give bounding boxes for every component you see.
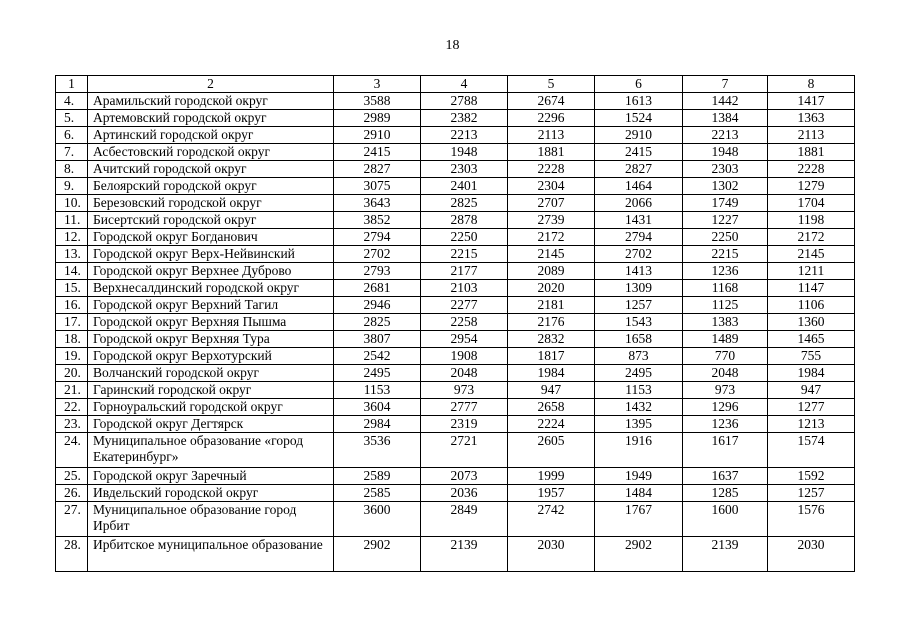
value-cell: 1153 [334,382,421,399]
value-cell: 1236 [683,416,768,433]
value-cell: 2048 [421,365,508,382]
value-cell: 2228 [508,161,595,178]
row-number: 10. [56,195,88,212]
value-cell: 1949 [595,468,683,485]
value-cell: 2401 [421,178,508,195]
header-cell: 5 [508,76,595,93]
row-number: 5. [56,110,88,127]
row-number: 11. [56,212,88,229]
row-number: 23. [56,416,88,433]
row-number: 8. [56,161,88,178]
municipality-name: Городской округ Заречный [88,468,334,485]
value-cell: 2296 [508,110,595,127]
value-cell: 3807 [334,331,421,348]
value-cell: 1431 [595,212,683,229]
value-cell: 2277 [421,297,508,314]
value-cell: 3643 [334,195,421,212]
value-cell: 2902 [334,537,421,572]
value-cell: 1464 [595,178,683,195]
table-row [56,246,855,263]
table-row [56,433,855,468]
value-cell: 2946 [334,297,421,314]
value-cell: 1637 [683,468,768,485]
value-cell: 1417 [768,93,855,110]
value-cell: 1984 [768,365,855,382]
header-cell: 8 [768,76,855,93]
value-cell: 1309 [595,280,683,297]
table-row [56,297,855,314]
value-cell: 2073 [421,468,508,485]
municipality-name: Волчанский городской округ [88,365,334,382]
value-cell: 2145 [508,246,595,263]
value-cell: 2176 [508,314,595,331]
municipality-name: Асбестовский городской округ [88,144,334,161]
row-number: 26. [56,485,88,502]
value-cell: 947 [768,382,855,399]
value-cell: 1465 [768,331,855,348]
table-row [56,416,855,433]
row-number: 9. [56,178,88,195]
header-cell: 1 [56,76,88,93]
value-cell: 1916 [595,433,683,468]
value-cell: 2103 [421,280,508,297]
value-cell: 1957 [508,485,595,502]
value-cell: 2145 [768,246,855,263]
row-number: 19. [56,348,88,365]
value-cell: 2827 [334,161,421,178]
value-cell: 2739 [508,212,595,229]
value-cell: 2910 [334,127,421,144]
value-cell: 1257 [768,485,855,502]
value-cell: 2319 [421,416,508,433]
page-number: 18 [445,38,460,53]
value-cell: 2213 [683,127,768,144]
row-number: 6. [56,127,88,144]
value-cell: 2658 [508,399,595,416]
header-cell: 3 [334,76,421,93]
value-cell: 1153 [595,382,683,399]
header-cell: 4 [421,76,508,93]
value-cell: 1817 [508,348,595,365]
table-row [56,331,855,348]
table-row [56,399,855,416]
value-cell: 2849 [421,502,508,537]
value-cell: 1302 [683,178,768,195]
municipality-name: Ивдельский городской округ [88,485,334,502]
value-cell: 1613 [595,93,683,110]
value-cell: 2794 [334,229,421,246]
value-cell: 1948 [683,144,768,161]
table-row [56,110,855,127]
value-cell: 1704 [768,195,855,212]
municipality-name: Арамильский городской округ [88,93,334,110]
value-cell: 1198 [768,212,855,229]
value-cell: 3604 [334,399,421,416]
value-cell: 2902 [595,537,683,572]
header-row [56,76,855,93]
value-cell: 1617 [683,433,768,468]
value-cell: 2702 [334,246,421,263]
value-cell: 2794 [595,229,683,246]
value-cell: 973 [683,382,768,399]
municipality-name: Муниципальное образование город Ирбит [88,502,334,537]
municipality-name: Ирбитское муниципальное образование [88,537,334,572]
value-cell: 1227 [683,212,768,229]
municipality-name: Артемовский городской округ [88,110,334,127]
value-cell: 2674 [508,93,595,110]
value-cell: 770 [683,348,768,365]
value-cell: 2048 [683,365,768,382]
value-cell: 2878 [421,212,508,229]
municipality-name: Горноуральский городской округ [88,399,334,416]
row-number: 16. [56,297,88,314]
row-number: 12. [56,229,88,246]
value-cell: 2721 [421,433,508,468]
table-row [56,468,855,485]
municipality-name: Городской округ Верх-Нейвинский [88,246,334,263]
table-row [56,263,855,280]
row-number: 21. [56,382,88,399]
municipality-name: Городской округ Верхний Тагил [88,297,334,314]
value-cell: 3600 [334,502,421,537]
municipality-name: Городской округ Верхнее Дуброво [88,263,334,280]
header-cell: 2 [88,76,334,93]
value-cell: 1147 [768,280,855,297]
value-cell: 2172 [508,229,595,246]
value-cell: 2589 [334,468,421,485]
value-cell: 2089 [508,263,595,280]
table-row [56,502,855,537]
value-cell: 2215 [421,246,508,263]
value-cell: 2984 [334,416,421,433]
value-cell: 1106 [768,297,855,314]
row-number: 24. [56,433,88,468]
municipality-name: Городской округ Верхотурский [88,348,334,365]
value-cell: 2213 [421,127,508,144]
table-row [56,365,855,382]
table-row [56,314,855,331]
value-cell: 2258 [421,314,508,331]
municipality-name: Артинский городской округ [88,127,334,144]
row-number: 18. [56,331,88,348]
value-cell: 2832 [508,331,595,348]
row-number: 22. [56,399,88,416]
row-number: 14. [56,263,88,280]
table-row [56,485,855,502]
header-cell: 7 [683,76,768,93]
value-cell: 2139 [421,537,508,572]
value-cell: 2181 [508,297,595,314]
value-cell: 2702 [595,246,683,263]
value-cell: 2250 [683,229,768,246]
row-number: 13. [56,246,88,263]
value-cell: 2036 [421,485,508,502]
value-cell: 2495 [595,365,683,382]
value-cell: 873 [595,348,683,365]
row-number: 20. [56,365,88,382]
value-cell: 1908 [421,348,508,365]
value-cell: 1658 [595,331,683,348]
value-cell: 1211 [768,263,855,280]
value-cell: 2030 [768,537,855,572]
value-cell: 2139 [683,537,768,572]
municipality-name: Городской округ Богданович [88,229,334,246]
value-cell: 2910 [595,127,683,144]
value-cell: 3075 [334,178,421,195]
value-cell: 2382 [421,110,508,127]
value-cell: 1999 [508,468,595,485]
value-cell: 1442 [683,93,768,110]
value-cell: 2825 [421,195,508,212]
value-cell: 2415 [595,144,683,161]
data-table [55,75,855,572]
value-cell: 2250 [421,229,508,246]
value-cell: 1948 [421,144,508,161]
value-cell: 1395 [595,416,683,433]
value-cell: 2215 [683,246,768,263]
value-cell: 1296 [683,399,768,416]
value-cell: 2793 [334,263,421,280]
value-cell: 1432 [595,399,683,416]
value-cell: 2585 [334,485,421,502]
municipality-name: Гаринский городской округ [88,382,334,399]
table-row [56,144,855,161]
value-cell: 2020 [508,280,595,297]
value-cell: 2224 [508,416,595,433]
value-cell: 2605 [508,433,595,468]
row-number: 25. [56,468,88,485]
value-cell: 2495 [334,365,421,382]
value-cell: 1413 [595,263,683,280]
value-cell: 1383 [683,314,768,331]
row-number: 28. [56,537,88,572]
row-number: 27. [56,502,88,537]
table-row [56,93,855,110]
table-row [56,212,855,229]
table-row [56,161,855,178]
value-cell: 2788 [421,93,508,110]
table-row [56,382,855,399]
value-cell: 1749 [683,195,768,212]
value-cell: 2113 [508,127,595,144]
value-cell: 1236 [683,263,768,280]
value-cell: 1576 [768,502,855,537]
value-cell: 3852 [334,212,421,229]
value-cell: 1125 [683,297,768,314]
value-cell: 2030 [508,537,595,572]
row-number: 4. [56,93,88,110]
value-cell: 2542 [334,348,421,365]
municipality-name: Ачитский городской округ [88,161,334,178]
table-row [56,537,855,572]
value-cell: 1484 [595,485,683,502]
value-cell: 3588 [334,93,421,110]
value-cell: 2172 [768,229,855,246]
value-cell: 2954 [421,331,508,348]
value-cell: 1279 [768,178,855,195]
municipality-name: Бисертский городской округ [88,212,334,229]
table-row [56,348,855,365]
table-row [56,178,855,195]
row-number: 15. [56,280,88,297]
value-cell: 2177 [421,263,508,280]
table-row [56,195,855,212]
municipality-name: Верхнесалдинский городской округ [88,280,334,297]
value-cell: 1984 [508,365,595,382]
value-cell: 1543 [595,314,683,331]
value-cell: 2707 [508,195,595,212]
value-cell: 1363 [768,110,855,127]
value-cell: 2304 [508,178,595,195]
value-cell: 973 [421,382,508,399]
value-cell: 1600 [683,502,768,537]
table-row [56,280,855,297]
value-cell: 2066 [595,195,683,212]
value-cell: 1285 [683,485,768,502]
value-cell: 2742 [508,502,595,537]
value-cell: 2681 [334,280,421,297]
value-cell: 1168 [683,280,768,297]
value-cell: 2228 [768,161,855,178]
value-cell: 1524 [595,110,683,127]
value-cell: 2777 [421,399,508,416]
value-cell: 1881 [768,144,855,161]
municipality-name: Городской округ Верхняя Тура [88,331,334,348]
value-cell: 1489 [683,331,768,348]
value-cell: 1881 [508,144,595,161]
municipality-name: Городской округ Дегтярск [88,416,334,433]
table-row [56,229,855,246]
municipality-name: Городской округ Верхняя Пышма [88,314,334,331]
value-cell: 1277 [768,399,855,416]
row-number: 17. [56,314,88,331]
value-cell: 947 [508,382,595,399]
value-cell: 2415 [334,144,421,161]
table-row [56,127,855,144]
value-cell: 1592 [768,468,855,485]
municipality-name: Белоярский городской округ [88,178,334,195]
value-cell: 2827 [595,161,683,178]
value-cell: 1360 [768,314,855,331]
value-cell: 2825 [334,314,421,331]
value-cell: 1767 [595,502,683,537]
value-cell: 1213 [768,416,855,433]
value-cell: 1574 [768,433,855,468]
header-cell: 6 [595,76,683,93]
value-cell: 1257 [595,297,683,314]
row-number: 7. [56,144,88,161]
value-cell: 3536 [334,433,421,468]
value-cell: 1384 [683,110,768,127]
value-cell: 755 [768,348,855,365]
value-cell: 2303 [683,161,768,178]
value-cell: 2989 [334,110,421,127]
value-cell: 2303 [421,161,508,178]
municipality-name: Муниципальное образование «город Екатеринбург» [88,433,334,468]
value-cell: 2113 [768,127,855,144]
municipality-name: Березовский городской округ [88,195,334,212]
